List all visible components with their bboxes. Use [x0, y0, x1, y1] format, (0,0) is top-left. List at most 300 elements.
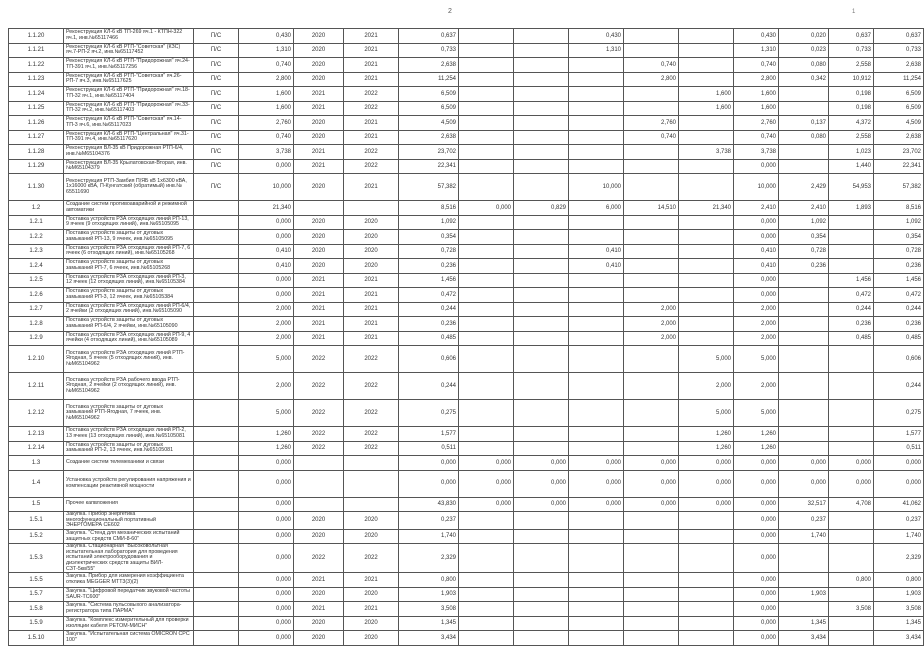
table-row [9, 159, 924, 174]
row-value [679, 273, 734, 288]
row-end-year: 2022 [344, 441, 399, 456]
row-number: 1.2.14 [9, 441, 64, 456]
row-name: Реконструкция РТП-Замбия П/ЯБ кВ 1х6300 кВА, 1х16000 кВА, П-Кунгатский (обратимый) инв.№ 65511690 [64, 174, 194, 201]
row-unit [194, 512, 239, 530]
row-name: Закупка. Стационарная "Высоковольтная испытательная лаборатория для проведения испытаний электрооборудования и диэлектрических средств защиты ВИЛ-СЗТ-5кв/55" [64, 544, 194, 573]
row-number: 1.1.20 [9, 29, 64, 44]
row-value [829, 244, 874, 259]
row-unit: П/С [194, 29, 239, 44]
row-value: 0,472 [829, 288, 874, 303]
row-name: Поставка устройств РЗА отходящих линий РП-3, 12 ячеек (12 отходящих линий), инв.№65105384 [64, 273, 194, 288]
row-number: 1.5.9 [9, 616, 64, 631]
row-name: Закупка. "Испытательная система OMICRON CPC 100" [64, 631, 194, 646]
row-value [569, 441, 624, 456]
row-value: 1,600 [734, 87, 779, 102]
row-start-year: 2021 [294, 331, 344, 346]
row-value [679, 302, 734, 317]
row-number: 1.5.1 [9, 512, 64, 530]
row-value: 0,020 [779, 29, 829, 44]
table-row [9, 29, 924, 44]
row-value [624, 512, 679, 530]
row-end-year: 2022 [344, 346, 399, 373]
row-value [779, 331, 829, 346]
row-value: 0,000 [874, 456, 924, 471]
row-value [459, 230, 514, 245]
row-value: 0,000 [399, 470, 459, 497]
row-value: 0,000 [734, 544, 779, 573]
row-number: 1.2.1 [9, 215, 64, 230]
row-value: 2,638 [399, 58, 459, 73]
row-value [569, 145, 624, 160]
row-value: 4,509 [874, 116, 924, 131]
row-value: 0,637 [399, 29, 459, 44]
row-value: 1,260 [679, 441, 734, 456]
row-value [514, 373, 569, 400]
row-end-year: 2021 [344, 602, 399, 617]
row-value [514, 400, 569, 427]
row-value: 3,508 [399, 602, 459, 617]
row-value: 0,000 [679, 470, 734, 497]
row-value [459, 273, 514, 288]
row-value: 0,410 [569, 259, 624, 274]
row-value [459, 116, 514, 131]
row-value [514, 174, 569, 201]
row-value [459, 631, 514, 646]
row-name: Создание систем противоаварийной и режимной автоматики [64, 201, 194, 216]
row-value: 0,000 [514, 497, 569, 512]
row-unit [194, 201, 239, 216]
row-value: 0,237 [779, 512, 829, 530]
table-row [9, 331, 924, 346]
row-value [569, 215, 624, 230]
row-value [514, 441, 569, 456]
row-value: 0,000 [239, 512, 294, 530]
row-start-year: 2021 [294, 273, 344, 288]
row-value [679, 573, 734, 588]
row-value [569, 317, 624, 332]
row-value [624, 616, 679, 631]
row-value [569, 159, 624, 174]
row-unit [194, 497, 239, 512]
row-value [514, 230, 569, 245]
row-value [569, 587, 624, 602]
row-unit [194, 631, 239, 646]
row-value: 1,440 [829, 159, 874, 174]
row-value [829, 346, 874, 373]
row-value: 1,345 [779, 616, 829, 631]
row-value [779, 441, 829, 456]
row-value [679, 331, 734, 346]
row-value: 0,000 [459, 201, 514, 216]
row-value: 2,000 [239, 302, 294, 317]
row-start-year: 2022 [294, 346, 344, 373]
table-row [9, 58, 924, 73]
row-value [679, 259, 734, 274]
row-start-year: 2020 [294, 529, 344, 544]
row-value: 2,429 [779, 174, 829, 201]
row-value: 2,000 [239, 317, 294, 332]
row-value [779, 159, 829, 174]
row-value: 0,000 [239, 631, 294, 646]
row-value [624, 427, 679, 442]
row-value: 2,558 [829, 58, 874, 73]
row-value: 1,260 [734, 441, 779, 456]
row-value [514, 631, 569, 646]
row-value: 6,509 [874, 87, 924, 102]
row-value [779, 346, 829, 373]
row-value [514, 573, 569, 588]
row-value: 0,236 [829, 317, 874, 332]
row-value [624, 259, 679, 274]
row-start-year: 2021 [294, 602, 344, 617]
row-value: 1,092 [399, 215, 459, 230]
row-value: 0,485 [829, 331, 874, 346]
row-value: 0,000 [239, 273, 294, 288]
row-value [514, 43, 569, 58]
row-value [624, 273, 679, 288]
row-value: 1,600 [734, 101, 779, 116]
row-value [569, 602, 624, 617]
row-value [624, 244, 679, 259]
row-value [514, 130, 569, 145]
row-value: 1,903 [779, 587, 829, 602]
row-value: 0,244 [874, 302, 924, 317]
row-value [829, 400, 874, 427]
row-value [514, 215, 569, 230]
row-value: 2,558 [829, 130, 874, 145]
row-unit: П/С [194, 87, 239, 102]
row-value [514, 544, 569, 573]
row-value [459, 317, 514, 332]
row-value: 0,000 [734, 470, 779, 497]
row-number: 1.1.21 [9, 43, 64, 58]
row-end-year [344, 456, 399, 471]
row-value [624, 346, 679, 373]
row-value [569, 400, 624, 427]
row-value [459, 159, 514, 174]
row-value: 0,236 [779, 259, 829, 274]
row-value [679, 215, 734, 230]
row-value [679, 244, 734, 259]
row-value [679, 130, 734, 145]
row-value [829, 631, 874, 646]
row-value: 22,341 [399, 159, 459, 174]
row-unit: П/С [194, 43, 239, 58]
row-value [679, 230, 734, 245]
row-value [569, 512, 624, 530]
row-value: 0,430 [239, 29, 294, 44]
row-value [779, 373, 829, 400]
row-name: Реконструкция КЛ-6 кВ РТП-"Придорожная" яч.18-ТП-32 яч.1, инв.№65117404 [64, 87, 194, 102]
row-value: 1,310 [734, 43, 779, 58]
row-number: 1.2.12 [9, 400, 64, 427]
table-row [9, 544, 924, 573]
row-value: 2,000 [734, 317, 779, 332]
row-value: 0,000 [734, 273, 779, 288]
row-value [459, 544, 514, 573]
row-value [459, 174, 514, 201]
row-end-year: 2020 [344, 587, 399, 602]
row-value: 2,000 [624, 317, 679, 332]
row-value [514, 58, 569, 73]
row-value: 0,000 [734, 230, 779, 245]
row-value [459, 130, 514, 145]
row-number: 1.2.5 [9, 273, 64, 288]
table-row [9, 427, 924, 442]
row-value [569, 58, 624, 73]
row-value: 0,740 [624, 130, 679, 145]
row-value: 0,740 [734, 58, 779, 73]
row-value [829, 441, 874, 456]
row-start-year: 2020 [294, 130, 344, 145]
row-value: 0,000 [624, 497, 679, 512]
row-value: 57,382 [874, 174, 924, 201]
row-value: 0,740 [239, 58, 294, 73]
row-value: 0,000 [734, 288, 779, 303]
row-value: 2,329 [874, 544, 924, 573]
row-end-year: 2020 [344, 512, 399, 530]
row-unit: П/С [194, 159, 239, 174]
row-end-year: 2021 [344, 43, 399, 58]
row-name: Реконструкция КЛ-6 кВ РТП-"Советская" яч.14-ТП-3 яч.6, инв.№65117023 [64, 116, 194, 131]
row-value: 0,137 [779, 116, 829, 131]
row-value: 4,708 [829, 497, 874, 512]
row-value: 0,000 [239, 497, 294, 512]
row-value [569, 116, 624, 131]
row-value: 0,244 [829, 302, 874, 317]
row-value [569, 101, 624, 116]
row-value: 2,410 [734, 201, 779, 216]
row-name: Поставка устройств РЗА отходящих линий РП-6/4, 2 ячейки (2 отходящих линий), инв.№65105090 [64, 302, 194, 317]
row-value [459, 587, 514, 602]
row-value [624, 101, 679, 116]
table-row [9, 174, 924, 201]
row-start-year: 2020 [294, 512, 344, 530]
row-end-year: 2022 [344, 159, 399, 174]
row-unit: П/С [194, 58, 239, 73]
row-value: 0,244 [399, 373, 459, 400]
row-name: Закупка. "Стенд для механических испытаний защитных средств СМИ-8-60" [64, 529, 194, 544]
row-value: 1,092 [779, 215, 829, 230]
row-value: 0,000 [459, 456, 514, 471]
row-value [829, 230, 874, 245]
row-value: 41,062 [874, 497, 924, 512]
row-unit: П/С [194, 130, 239, 145]
row-name: Поставка устройств защиты от дуговых замыканий РП-6/4, 2 ячейки, инв.№65105090 [64, 317, 194, 332]
row-name: Создание систем телемеханики и связи [64, 456, 194, 471]
row-end-year: 2021 [344, 116, 399, 131]
row-value [459, 244, 514, 259]
row-value: 0,000 [734, 573, 779, 588]
row-name: Поставка устройств РЗА отходящих линий РП-13, 9 ячеек (9 отходящих линий), инв.№65105095 [64, 215, 194, 230]
row-value: 0,000 [569, 497, 624, 512]
row-value: 2,760 [239, 116, 294, 131]
row-name: Поставка устройств защиты от дуговых замыканий РТП-Ягодная, 7 ячеек, инв.№M65104962 [64, 400, 194, 427]
row-value [679, 174, 734, 201]
row-value: 5,000 [239, 400, 294, 427]
row-value [624, 373, 679, 400]
row-value: 10,000 [734, 174, 779, 201]
row-value: 1,600 [239, 101, 294, 116]
row-value [569, 87, 624, 102]
row-value: 0,275 [399, 400, 459, 427]
row-value: 2,760 [624, 116, 679, 131]
row-value: 5,000 [679, 400, 734, 427]
row-value [679, 72, 734, 87]
row-value: 5,000 [734, 400, 779, 427]
row-number: 1.2.8 [9, 317, 64, 332]
row-value: 0,606 [874, 346, 924, 373]
row-value [779, 602, 829, 617]
row-value: 0,236 [399, 259, 459, 274]
row-value: 0,236 [874, 317, 924, 332]
row-value [514, 529, 569, 544]
row-value [459, 72, 514, 87]
table-row [9, 456, 924, 471]
row-value: 1,740 [874, 529, 924, 544]
row-value: 0,000 [679, 497, 734, 512]
table-row [9, 116, 924, 131]
row-start-year: 2020 [294, 58, 344, 73]
row-value: 0,244 [399, 302, 459, 317]
row-value: 0,000 [239, 470, 294, 497]
row-value: 0,733 [874, 43, 924, 58]
row-value [569, 427, 624, 442]
row-unit [194, 244, 239, 259]
row-unit [194, 456, 239, 471]
row-value: 1,023 [829, 145, 874, 160]
row-value: 4,372 [829, 116, 874, 131]
row-value: 6,000 [569, 201, 624, 216]
row-number: 1.5.10 [9, 631, 64, 646]
row-value: 2,000 [239, 373, 294, 400]
row-value: 3,434 [779, 631, 829, 646]
row-value: 0,637 [829, 29, 874, 44]
row-unit [194, 373, 239, 400]
row-value: 0,354 [779, 230, 829, 245]
row-value [459, 529, 514, 544]
row-value: 0,354 [874, 230, 924, 245]
row-start-year: 2021 [294, 302, 344, 317]
row-unit [194, 544, 239, 573]
row-unit [194, 400, 239, 427]
row-start-year [294, 497, 344, 512]
row-start-year: 2021 [294, 573, 344, 588]
row-number: 1.2.7 [9, 302, 64, 317]
row-value: 0,000 [459, 470, 514, 497]
row-value [459, 58, 514, 73]
row-value: 10,000 [569, 174, 624, 201]
row-value: 0,000 [734, 602, 779, 617]
row-value: 3,738 [239, 145, 294, 160]
row-value [624, 529, 679, 544]
row-name: Закупка. Прибор для измерения коэффициента отклика MEGGER MTТ3(3)(2) [64, 573, 194, 588]
row-value [679, 29, 734, 44]
row-value: 0,237 [399, 512, 459, 530]
row-value: 2,760 [734, 116, 779, 131]
row-value [829, 544, 874, 573]
row-unit [194, 470, 239, 497]
row-start-year: 2021 [294, 317, 344, 332]
table-row [9, 512, 924, 530]
row-value: 1,740 [779, 529, 829, 544]
row-number: 1.5.3 [9, 544, 64, 573]
row-value [779, 273, 829, 288]
row-value: 2,000 [624, 302, 679, 317]
table-row [9, 101, 924, 116]
row-unit [194, 616, 239, 631]
row-value [459, 288, 514, 303]
row-value [514, 616, 569, 631]
row-value [679, 43, 734, 58]
row-value: 3,738 [679, 145, 734, 160]
row-value: 0,733 [399, 43, 459, 58]
row-start-year: 2022 [294, 373, 344, 400]
row-value: 0,000 [734, 512, 779, 530]
row-value: 1,456 [399, 273, 459, 288]
row-value: 3,738 [734, 145, 779, 160]
row-value: 1,260 [679, 427, 734, 442]
row-value: 0,472 [874, 288, 924, 303]
row-start-year: 2020 [294, 116, 344, 131]
row-value [569, 373, 624, 400]
row-value: 2,638 [399, 130, 459, 145]
row-value: 0,728 [399, 244, 459, 259]
row-value: 0,000 [734, 497, 779, 512]
row-value: 0,023 [779, 43, 829, 58]
row-value: 0,198 [829, 87, 874, 102]
row-value: 0,000 [874, 470, 924, 497]
row-unit: П/С [194, 101, 239, 116]
row-value: 0,000 [779, 470, 829, 497]
row-end-year: 2021 [344, 130, 399, 145]
row-value [624, 631, 679, 646]
row-value [624, 288, 679, 303]
row-value: 0,410 [734, 259, 779, 274]
row-number: 1.5 [9, 497, 64, 512]
row-value: 6,509 [874, 101, 924, 116]
row-number: 1.1.29 [9, 159, 64, 174]
row-value [459, 441, 514, 456]
row-name: Реконструкция КЛ-6 кВ РТП-"Придорожная" яч.33-ТП-32 яч.2, инв.№65117403 [64, 101, 194, 116]
row-end-year: 2022 [344, 145, 399, 160]
row-value [459, 259, 514, 274]
row-value [779, 427, 829, 442]
row-end-year: 2022 [344, 101, 399, 116]
row-value [514, 116, 569, 131]
row-value: 5,000 [734, 346, 779, 373]
row-unit [194, 230, 239, 245]
row-value [679, 631, 734, 646]
row-name: Поставка устройств РЗА отходящих линий РП-9, 4 ячейки (4 отходящих линий), инв.№65105089 [64, 331, 194, 346]
table-row [9, 130, 924, 145]
row-end-year: 2020 [344, 215, 399, 230]
row-value: 6,509 [399, 101, 459, 116]
row-value: 43,830 [399, 497, 459, 512]
row-value [514, 87, 569, 102]
row-value: 0,728 [874, 244, 924, 259]
row-start-year: 2021 [294, 145, 344, 160]
table-row [9, 72, 924, 87]
row-value: 0,000 [239, 602, 294, 617]
row-value: 0,000 [459, 497, 514, 512]
row-name: Закупка. Прибор энергетика многофункциональный портативный ЭНЕРГОМЕРА СЕ602 [64, 512, 194, 530]
row-value [569, 230, 624, 245]
row-name: Реконструкция КЛ-6 кВ ТП-269 яч.1 - КТПН-322 яч.1, инв.№65117466 [64, 29, 194, 44]
row-start-year: 2020 [294, 43, 344, 58]
row-value: 1,260 [239, 427, 294, 442]
row-value [624, 602, 679, 617]
